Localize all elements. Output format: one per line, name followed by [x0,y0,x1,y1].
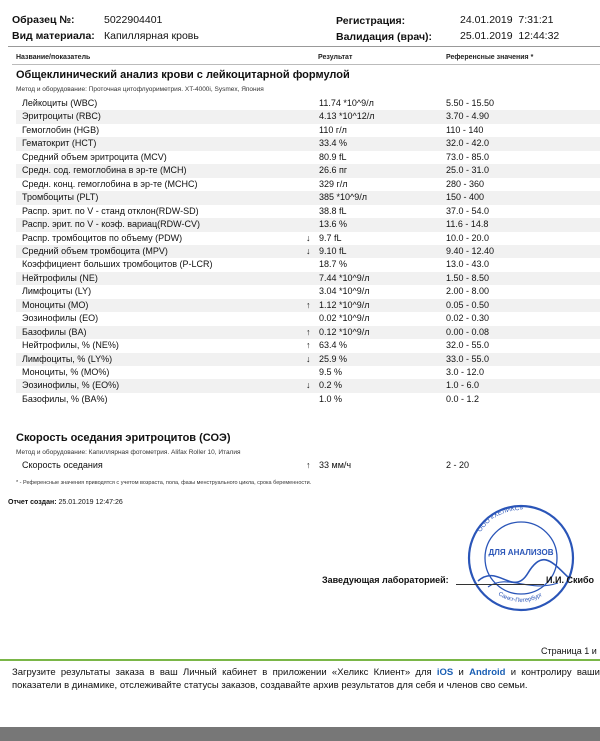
sample-label: Образец №: [12,14,75,26]
row-result: 0.2 % [319,380,343,391]
row-result: 13.6 % [319,219,348,230]
row-result: 63.4 % [319,340,348,351]
bottom-bar [0,727,600,741]
row-reference: 0.0 - 1.2 [446,393,480,404]
table-row [16,124,600,138]
table-row [16,272,600,286]
table-row [16,245,600,259]
row-reference: 25.0 - 31.0 [446,165,490,176]
row-flag: ↑ [306,299,311,310]
row-name: Скорость оседания [22,460,103,470]
table-row [16,258,600,272]
row-result: 385 *10^9/л [319,192,368,203]
ios-link[interactable]: iOS [436,667,454,678]
row-reference: 150 - 400 [446,192,485,203]
row-reference: 73.0 - 85.0 [446,151,490,162]
table-row [16,137,600,151]
row-result: 80.9 fL [319,151,347,162]
row-result: 0.12 *10^9/л [319,326,370,337]
row-reference: 33.0 - 55.0 [446,353,490,364]
row-name: Средний объем тромбоцита (MPV) [22,245,168,256]
android-link[interactable]: Android [469,667,506,678]
table-row [16,178,600,192]
row-name: Распр. эрит. по V - станд отклон(RDW-SD) [22,205,199,216]
row-reference: 1.0 - 6.0 [446,380,480,391]
row-reference: 2 - 20 [446,460,470,470]
footer-promo: Загрузите результаты заказа в ваш Личный кабинет в приложении «Хеликс Клиент» для iOS и Android и контролиру ваши показатели в динамике, отслеживайте статусы заказов, создавайте архив результатов для себя и членов сво семьи. [12,667,600,691]
row-result: 9.10 fL [319,245,347,256]
row-name: Гемоглобин (HGB) [22,124,100,135]
row-result: 0.02 *10^9/л [319,313,370,324]
table-row [16,326,600,340]
row-reference: 1.50 - 8.50 [446,272,490,283]
row-reference: 3.70 - 4.90 [446,111,490,122]
table-row [16,164,600,178]
row-name: Базофилы, % (BA%) [22,393,108,404]
table-row [16,379,600,393]
table-row [16,339,600,353]
row-name: Базофилы (BA) [22,326,87,337]
signature-name: И.И. Скибо [546,575,595,585]
table-row [16,285,600,299]
cbc-method: Метод и оборудование: Проточная цитофлуориметрия. XT-4000i, Sysmex, Япония [16,86,264,93]
material-value: Капиллярная кровь [104,30,199,42]
row-flag: ↓ [306,245,311,256]
row-result: 7.44 *10^9/л [319,272,370,283]
row-reference: 0.05 - 0.50 [446,299,490,310]
table-row [16,110,600,124]
row-reference: 9.40 - 12.40 [446,245,495,256]
row-result: 38.8 fL [319,205,347,216]
row-result: 33 мм/ч [319,460,352,470]
row-reference: 280 - 360 [446,178,485,189]
material-label: Вид материала: [12,30,95,42]
row-name: Нейтрофилы, % (NE%) [22,340,119,351]
row-result: 18.7 % [319,259,348,270]
row-reference: 32.0 - 55.0 [446,340,490,351]
reference-note: * - Референсные значения приводятся с учетом возраста, пола, фазы менструального цикла, срока беременности. [16,480,312,486]
row-name: Средн. конц. гемоглобина в эр-те (MCHC) [22,178,198,189]
row-name: Моноциты, % (MO%) [22,367,110,377]
row-flag: ↓ [306,353,311,364]
cbc-section-title: Общеклинический анализ крови с лейкоцитарной формулой [16,69,350,81]
created-value: 25.01.2019 12:47:26 [58,499,123,506]
row-reference: 13.0 - 43.0 [446,259,490,270]
row-name: Гематокрит (HCT) [22,138,97,149]
table-row [16,97,600,111]
row-name: Лейкоциты (WBC) [22,98,98,108]
header-divider [8,46,600,47]
row-name: Эритроциты (RBC) [22,111,101,122]
row-flag: ↓ [306,232,311,243]
col-name-header: Название/показатель [16,54,91,61]
page-number: Страница 1 и [541,646,597,656]
table-row [16,232,600,246]
row-result: 110 г/л [319,124,347,135]
row-result: 4.13 *10^12/л [319,111,375,122]
row-name: Тромбоциты (PLT) [22,192,99,203]
row-result: 329 г/л [319,178,348,189]
row-reference: 37.0 - 54.0 [446,205,490,216]
esr-method: Метод и оборудование: Капиллярная фотометрия. Alifax Roller 10, Италия [16,449,241,456]
stamp-outer-text: ООО «ХЕЛИКС» [476,504,524,534]
row-name: Эозинофилы, % (EO%) [22,380,120,391]
signature-line [456,584,544,585]
table-row [16,353,600,367]
row-name: Лимфоциты (LY) [22,286,92,297]
footer-green-divider [0,659,600,661]
table-row [16,191,600,205]
row-reference: 110 - 140 [446,124,484,135]
row-reference: 0.00 - 0.08 [446,326,490,337]
table-row [16,151,600,165]
row-flag: ↓ [306,380,311,391]
row-name: Лимфоциты, % (LY%) [22,353,113,364]
row-reference: 11.6 - 14.8 [446,219,489,230]
row-name: Распр. тромбоцитов по объему (PDW) [22,232,183,243]
row-name: Моноциты (MO) [22,299,89,310]
row-result: 11.74 *10^9/л [319,98,374,108]
column-divider [12,64,600,65]
row-result: 25.9 % [319,353,348,364]
table-row [16,312,600,326]
row-name: Распр. эрит. по V - коэф. вариац(RDW-CV) [22,219,200,230]
table-row [16,366,600,380]
row-reference: 3.0 - 12.0 [446,367,485,377]
col-reference-header: Референсные значения * [446,54,534,61]
row-flag: ↑ [306,460,311,470]
row-name: Нейтрофилы (NE) [22,272,98,283]
row-reference: 32.0 - 42.0 [446,138,490,149]
stamp-city: Санкт-Петербург [496,591,544,605]
created-label: Отчет создан: [8,499,57,506]
row-name: Средн. сод. гемоглобина в эр-те (MCH) [22,165,187,176]
row-reference: 10.0 - 20.0 [446,232,490,243]
col-result-header: Результат [318,54,353,61]
esr-section-title: Скорость оседания эритроцитов (СОЭ) [16,432,231,444]
row-reference: 0.02 - 0.30 [446,313,490,324]
row-result: 3.04 *10^9/л [319,286,370,297]
validation-value: 25.01.2019 12:44:32 [460,30,560,42]
row-result: 1.0 % [319,393,343,404]
row-name: Эозинофилы (EO) [22,313,99,324]
table-row [16,393,600,407]
stamp-inner-text: ДЛЯ АНАЛИЗОВ [488,548,554,557]
registration-value: 24.01.2019 7:31:21 [460,14,554,26]
row-name: Средний объем эритроцита (MCV) [22,151,167,162]
table-row [16,459,600,473]
table-row [16,218,600,232]
row-reference: 2.00 - 8.00 [446,286,490,297]
row-result: 9.7 fL [319,232,342,243]
table-row [16,299,600,313]
row-name: Коэффициент больших тромбоцитов (P-LCR) [22,259,213,270]
laboratory-stamp [458,503,584,613]
signature-label: Заведующая лабораторией: [322,575,449,585]
row-result: 1.12 *10^9/л [319,299,370,310]
sample-value: 5022904401 [104,14,163,26]
row-result: 9.5 % [319,367,343,377]
row-flag: ↑ [306,326,311,337]
row-result: 33.4 % [319,138,348,149]
row-flag: ↑ [306,340,311,351]
registration-label: Регистрация: [336,15,406,27]
row-reference: 5.50 - 15.50 [446,98,495,108]
validation-label: Валидация (врач): [336,31,433,43]
row-result: 26.6 пг [319,165,348,176]
table-row [16,205,600,219]
